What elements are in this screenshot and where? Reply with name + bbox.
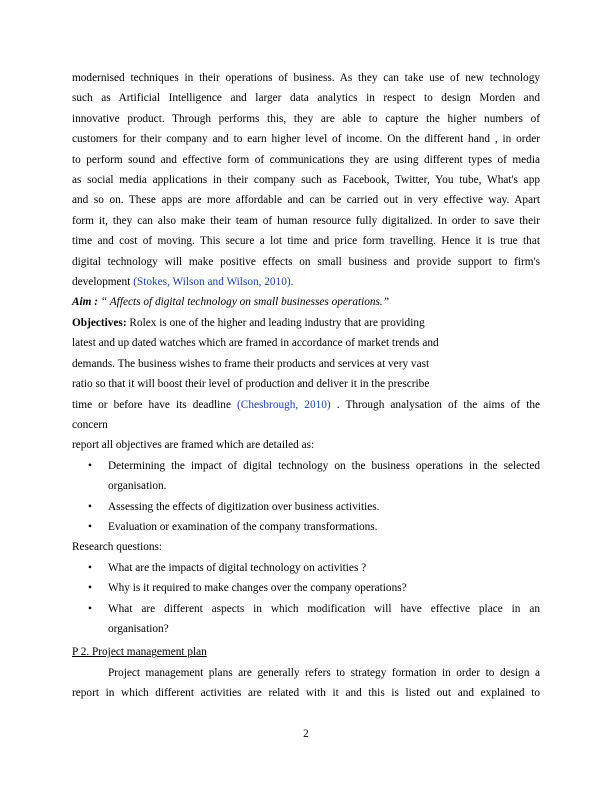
intro-paragraph <box>72 68 540 292</box>
objectives-line: ratio so that it will boost their level of production and deliver it in the prescribe <box>72 378 430 391</box>
bullet-icon: • <box>88 582 92 595</box>
page-number: 2 <box>303 728 309 740</box>
bullet-icon: • <box>88 602 92 615</box>
list-item <box>72 456 540 497</box>
paragraph-line: Project management plans are generally refers to strategy formation in order to design a <box>108 666 540 679</box>
objectives-text: . Through analysation of the aims of the <box>330 398 540 411</box>
objectives-text: time or before have its deadline <box>72 398 238 411</box>
list-item <box>72 578 540 598</box>
list-item <box>72 517 540 537</box>
list-item-text: organisation. <box>108 480 167 493</box>
list-item-text: Evaluation or examination of the company transformations. <box>108 520 378 533</box>
paragraph-line: time and cost of moving. This secure a lot time and price form travelling. Hence it is true that <box>72 235 540 248</box>
citation-chesbrough: (Chesbrough, 2010) <box>237 398 331 411</box>
list-item <box>72 599 540 640</box>
bullet-icon: • <box>88 459 92 472</box>
paragraph-line: report in which different activities are related with it and this is listed out and explained to <box>72 687 540 700</box>
objectives-line: latest and up dated watches which are framed in accordance of market trends and <box>72 337 439 350</box>
paragraph-line: and so on. These apps are more affordable and can be carried out in very effective way. Apart <box>72 194 540 207</box>
list-item <box>72 558 540 578</box>
section-heading: P 2. Project management plan <box>72 646 207 659</box>
paragraph-line: form it, they can also make their team of human resource fully digitalized. In order to save their <box>72 214 540 227</box>
bullet-icon: • <box>88 520 92 533</box>
aim-line <box>72 292 540 312</box>
objectives-line <box>72 395 540 415</box>
paragraph-last-line <box>72 272 540 292</box>
paragraph-line: customers for their company and to earn higher level of income. On the different hand , in order <box>72 133 540 146</box>
aim-text: “ Affects of digital technology on small businesses operations.” <box>98 296 390 309</box>
objectives-paragraph <box>72 313 540 456</box>
paragraph-line: as social media applications in their company such as Facebook, Twitter, You tube, What's app <box>72 174 540 187</box>
list-item-text: Assessing the effects of digitization over business activities. <box>108 500 380 513</box>
objectives-line: concern <box>72 418 108 431</box>
document-body <box>72 68 540 704</box>
paragraph-line: innovative product. Through performs this, they are able to capture the higher numbers of <box>72 112 540 125</box>
research-questions-label: Research questions: <box>72 541 163 554</box>
citation-stokes: (Stokes, Wilson and Wilson, 2010). <box>133 276 294 289</box>
objectives-line: report all objectives are framed which are detailed as: <box>72 439 315 452</box>
objectives-line <box>72 313 540 333</box>
project-plan-paragraph <box>72 663 540 704</box>
objectives-list <box>72 456 540 538</box>
list-item-text: Why is it required to make changes over the company operations? <box>108 582 407 595</box>
paragraph-line: to perform sound and effective form of communications they are using different types of media <box>72 153 540 166</box>
objectives-label: Objectives: <box>72 316 127 329</box>
list-item-text: Determining the impact of digital technology on the business operations in the selected <box>108 459 540 472</box>
paragraph-line: modernised techniques in their operations of business. As they can take use of new technology <box>72 72 540 84</box>
paragraph-line: such as Artificial Intelligence and larger data analytics in respect to design Morden and <box>72 92 540 105</box>
list-item-text: organisation? <box>108 622 169 635</box>
objectives-text: Rolex is one of the higher and leading industry that are providing <box>126 316 425 329</box>
list-item-text: What are the impacts of digital technology on activities ? <box>108 561 367 574</box>
list-item-text: What are different aspects in which modification will have effective place in an <box>108 602 540 615</box>
bullet-icon: • <box>88 561 92 574</box>
aim-label: Aim : <box>72 296 99 309</box>
research-questions-list <box>72 558 540 640</box>
bullet-icon: • <box>88 500 92 513</box>
paragraph-line-text: development <box>72 276 134 289</box>
list-item <box>72 497 540 517</box>
paragraph-line: digital technology will make positive effects on small business and provide support to firm's <box>72 255 540 268</box>
objectives-line: demands. The business wishes to frame their products and services at very vast <box>72 357 430 370</box>
